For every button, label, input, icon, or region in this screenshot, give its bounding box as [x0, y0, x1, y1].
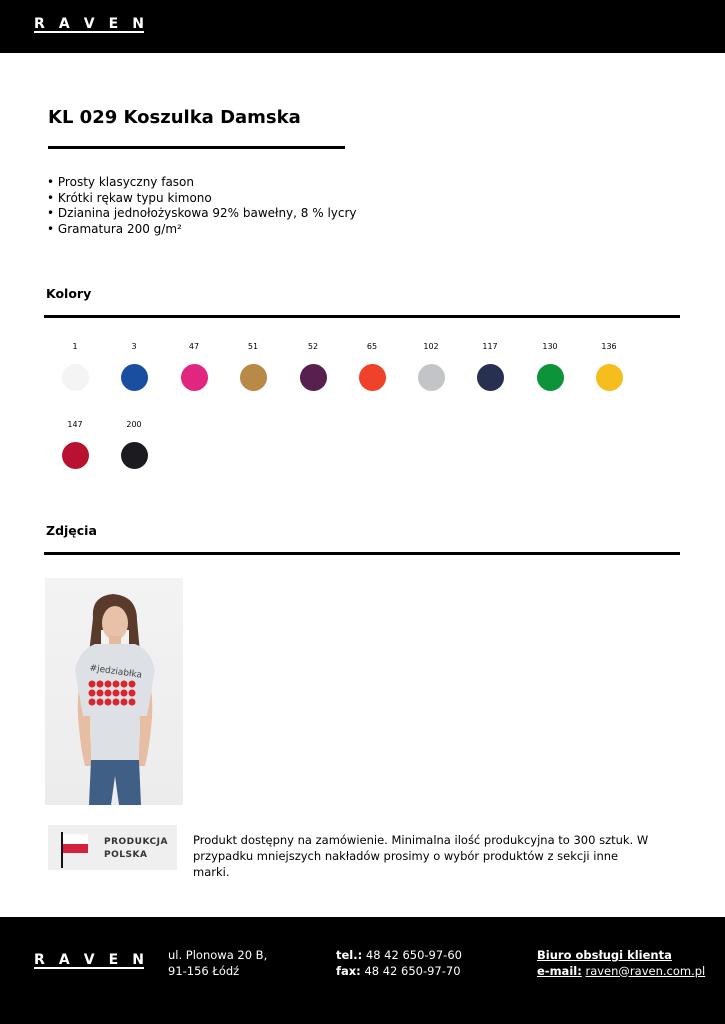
footer-support	[537, 948, 705, 979]
color-dot	[300, 364, 327, 391]
footer-address	[168, 948, 267, 979]
flag-white-stripe	[63, 834, 88, 844]
color-swatch[interactable]	[223, 342, 283, 391]
color-code: 52	[307, 342, 319, 351]
email-line	[537, 964, 705, 980]
address-line: ul. Plonowa 20 B,	[168, 948, 268, 962]
color-swatch[interactable]	[104, 342, 164, 391]
footer-bar	[0, 917, 725, 1024]
header-bar	[0, 0, 725, 53]
raven-logo-footer[interactable]: R A V E N	[34, 952, 144, 968]
color-code: 47	[188, 342, 200, 351]
fax-label: fax:	[336, 963, 361, 978]
color-code: 51	[247, 342, 259, 351]
product-title: KL 029 Koszulka Damska	[48, 107, 301, 128]
feature-item: • Prosty klasyczny fason	[47, 175, 357, 191]
tshirt-print-text: #jedziabłka	[88, 663, 143, 681]
color-code: 136	[601, 342, 617, 351]
product-photo[interactable]	[45, 578, 183, 805]
color-dot	[121, 442, 148, 469]
color-swatch[interactable]	[164, 342, 224, 391]
footer-contact	[336, 948, 462, 979]
color-code: 147	[67, 420, 83, 429]
photos-section-title: Zdjęcia	[46, 523, 97, 538]
color-code: 200	[126, 420, 142, 429]
color-swatch[interactable]	[45, 342, 105, 391]
color-swatch[interactable]	[401, 342, 461, 391]
flag-red-stripe	[63, 844, 88, 853]
order-note: Produkt dostępny na zamówienie. Minimalna ilość produkcyjna to 300 sztuk. W przypadku mniejszych nakładów prosimy o wybór produktów z sekcji inne marki.	[193, 833, 649, 879]
color-swatch[interactable]	[45, 420, 105, 469]
color-code: 102	[423, 342, 439, 351]
address-line: 91-156 Łódź	[168, 963, 240, 978]
tel-line	[336, 948, 462, 964]
color-dot	[121, 364, 148, 391]
tel-value[interactable]: 48 42 650-97-60	[365, 948, 462, 962]
email-link[interactable]: raven@raven.com.pl	[585, 963, 706, 978]
fax-line	[336, 964, 462, 980]
color-dot	[537, 364, 564, 391]
email-label: e-mail:	[537, 963, 582, 978]
title-divider	[48, 146, 345, 149]
color-dot	[477, 364, 504, 391]
feature-item: • Krótki rękaw typu kimono	[47, 191, 357, 207]
fax-value: 48 42 650-97-70	[364, 963, 461, 978]
made-in-poland-badge	[48, 825, 177, 870]
color-dot	[359, 364, 386, 391]
color-swatch[interactable]	[342, 342, 402, 391]
color-code: 3	[131, 342, 137, 351]
tel-label: tel.:	[336, 948, 363, 962]
color-swatch[interactable]	[579, 342, 639, 391]
jeans-shape	[89, 760, 141, 805]
color-swatch[interactable]	[460, 342, 520, 391]
color-dot	[596, 364, 623, 391]
color-dot	[240, 364, 267, 391]
color-dot	[418, 364, 445, 391]
color-code: 130	[542, 342, 558, 351]
raven-logo[interactable]: R A V E N	[34, 16, 144, 32]
feature-item: • Gramatura 200 g/m²	[47, 222, 357, 238]
badge-text: PRODUKCJA POLSKA	[104, 837, 168, 860]
color-dot	[62, 442, 89, 469]
color-swatch[interactable]	[104, 420, 164, 469]
color-code: 65	[366, 342, 378, 351]
color-swatch[interactable]	[283, 342, 343, 391]
colors-divider	[44, 315, 680, 318]
color-dot	[62, 364, 89, 391]
color-dot	[181, 364, 208, 391]
model-illustration	[45, 578, 183, 805]
face-shape	[102, 606, 128, 640]
feature-item: • Dzianina jednołożyskowa 92% bawełny, 8 % lycry	[47, 206, 357, 222]
support-title-link[interactable]: Biuro obsługi klienta	[537, 948, 672, 962]
feature-list	[47, 175, 357, 237]
color-swatch[interactable]	[520, 342, 580, 391]
color-code: 1	[72, 342, 78, 351]
color-code: 117	[482, 342, 498, 351]
colors-section-title: Kolory	[46, 286, 92, 301]
photos-divider	[44, 552, 680, 555]
